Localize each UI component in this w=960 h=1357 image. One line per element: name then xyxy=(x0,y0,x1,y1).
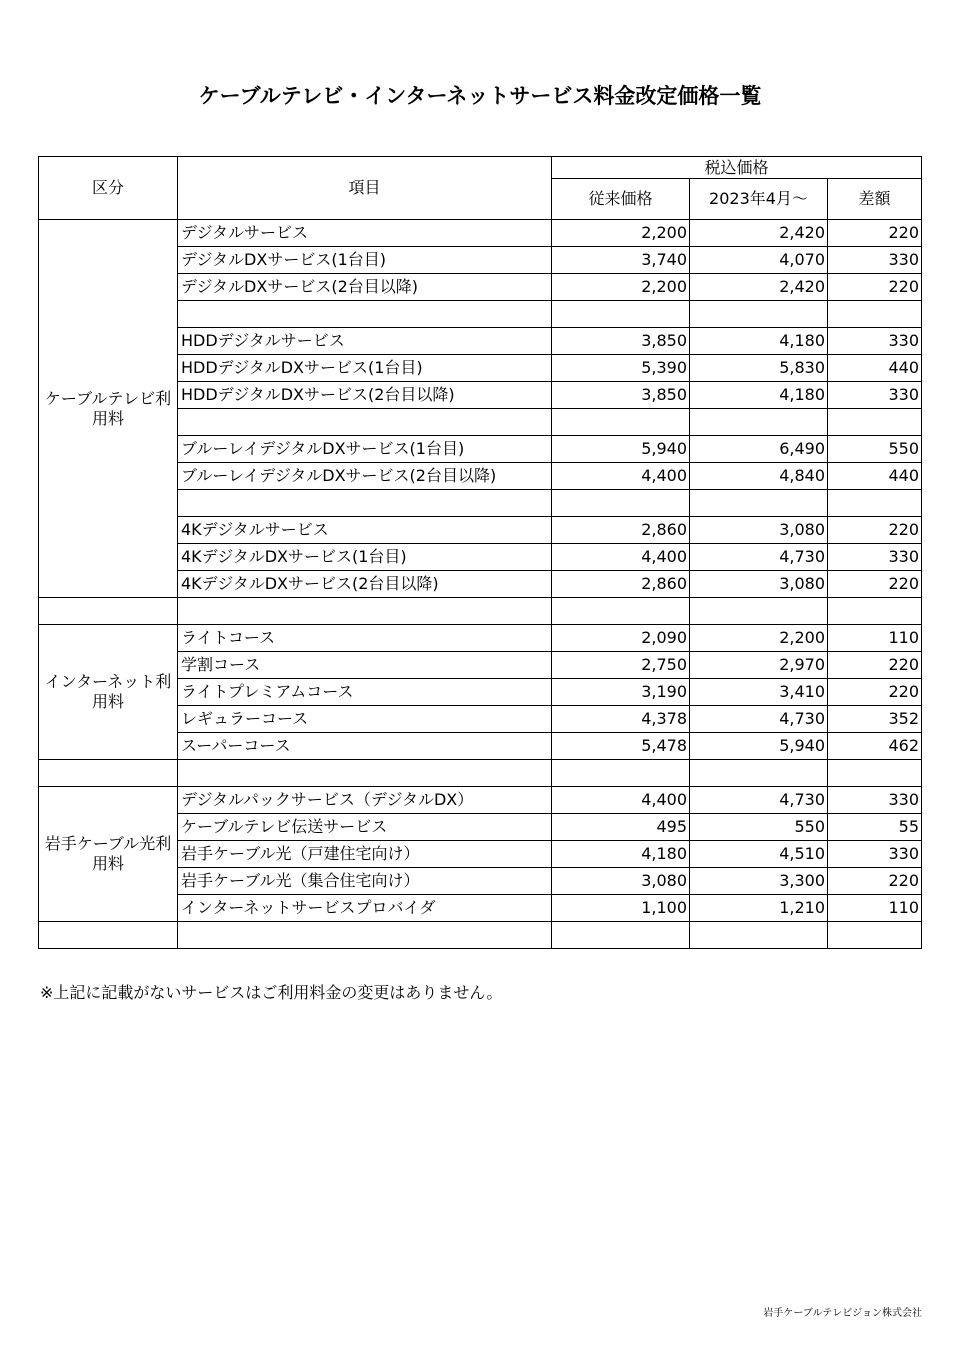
empty-cell xyxy=(178,922,552,949)
price-difference: 352 xyxy=(828,706,922,733)
item-name xyxy=(178,301,552,328)
old-price: 2,860 xyxy=(552,571,690,598)
item-name: HDDデジタルDXサービス(1台目) xyxy=(178,355,552,382)
price-difference: 462 xyxy=(828,733,922,760)
empty-cell xyxy=(39,760,178,787)
price-difference: 110 xyxy=(828,625,922,652)
table-row xyxy=(39,625,922,652)
new-price xyxy=(690,301,828,328)
header-new-price: 2023年4月～ xyxy=(690,179,828,220)
price-difference: 330 xyxy=(828,328,922,355)
header-item: 項目 xyxy=(178,157,552,220)
old-price: 5,940 xyxy=(552,436,690,463)
empty-cell xyxy=(828,598,922,625)
old-price: 4,180 xyxy=(552,841,690,868)
item-name: 学割コース xyxy=(178,652,552,679)
old-price: 3,080 xyxy=(552,868,690,895)
old-price: 4,400 xyxy=(552,463,690,490)
old-price: 2,200 xyxy=(552,220,690,247)
new-price: 3,080 xyxy=(690,571,828,598)
old-price xyxy=(552,409,690,436)
item-name xyxy=(178,490,552,517)
empty-cell xyxy=(828,760,922,787)
old-price: 2,200 xyxy=(552,274,690,301)
empty-cell xyxy=(39,598,178,625)
item-name: レギュラーコース xyxy=(178,706,552,733)
new-price: 550 xyxy=(690,814,828,841)
item-name: ブルーレイデジタルDXサービス(1台目) xyxy=(178,436,552,463)
old-price: 2,750 xyxy=(552,652,690,679)
item-name: HDDデジタルサービス xyxy=(178,328,552,355)
new-price: 4,840 xyxy=(690,463,828,490)
old-price xyxy=(552,490,690,517)
old-price: 1,100 xyxy=(552,895,690,922)
item-name: インターネットサービスプロバイダ xyxy=(178,895,552,922)
item-name: 4Kデジタルサービス xyxy=(178,517,552,544)
spacer-row xyxy=(39,598,922,625)
table-row xyxy=(39,787,922,814)
header-tax-included: 税込価格 xyxy=(552,157,922,179)
new-price: 4,730 xyxy=(690,544,828,571)
note-text: ※上記に記載がないサービスはご利用料金の変更はありません。 xyxy=(40,983,503,1002)
empty-cell xyxy=(39,922,178,949)
old-price: 5,390 xyxy=(552,355,690,382)
old-price xyxy=(552,301,690,328)
empty-cell xyxy=(552,922,690,949)
empty-cell xyxy=(552,760,690,787)
price-difference: 220 xyxy=(828,571,922,598)
item-name: デジタルサービス xyxy=(178,220,552,247)
old-price: 495 xyxy=(552,814,690,841)
price-difference: 330 xyxy=(828,841,922,868)
table-row xyxy=(39,220,922,247)
price-difference: 330 xyxy=(828,247,922,274)
price-difference: 330 xyxy=(828,382,922,409)
new-price: 5,940 xyxy=(690,733,828,760)
new-price: 6,490 xyxy=(690,436,828,463)
item-name: ケーブルテレビ伝送サービス xyxy=(178,814,552,841)
new-price: 4,070 xyxy=(690,247,828,274)
category-cell: 岩手ケーブル光利用料 xyxy=(39,787,178,922)
page-title: ケーブルテレビ・インターネットサービス料金改定価格一覧 xyxy=(198,84,762,108)
item-name: 4KデジタルDXサービス(2台目以降) xyxy=(178,571,552,598)
old-price: 4,400 xyxy=(552,544,690,571)
new-price: 3,080 xyxy=(690,517,828,544)
price-difference: 440 xyxy=(828,355,922,382)
old-price: 3,190 xyxy=(552,679,690,706)
empty-cell xyxy=(690,922,828,949)
item-name: ライトコース xyxy=(178,625,552,652)
empty-cell xyxy=(552,598,690,625)
new-price: 4,180 xyxy=(690,382,828,409)
price-difference: 55 xyxy=(828,814,922,841)
item-name: ライトプレミアムコース xyxy=(178,679,552,706)
item-name: HDDデジタルDXサービス(2台目以降) xyxy=(178,382,552,409)
company-name: 岩手ケーブルテレビジョン株式会社 xyxy=(763,1308,922,1319)
new-price: 1,210 xyxy=(690,895,828,922)
header-old-price: 従来価格 xyxy=(552,179,690,220)
price-difference: 220 xyxy=(828,274,922,301)
new-price: 2,200 xyxy=(690,625,828,652)
price-table xyxy=(38,156,922,949)
empty-cell xyxy=(690,598,828,625)
item-name: デジタルDXサービス(1台目) xyxy=(178,247,552,274)
old-price: 3,850 xyxy=(552,382,690,409)
old-price: 4,400 xyxy=(552,787,690,814)
header-difference: 差額 xyxy=(828,179,922,220)
item-name: 岩手ケーブル光（集合住宅向け） xyxy=(178,868,552,895)
old-price: 3,850 xyxy=(552,328,690,355)
new-price: 4,730 xyxy=(690,706,828,733)
item-name xyxy=(178,409,552,436)
price-difference: 220 xyxy=(828,220,922,247)
header-category: 区分 xyxy=(39,157,178,220)
price-difference: 330 xyxy=(828,544,922,571)
new-price: 4,730 xyxy=(690,787,828,814)
item-name: デジタルパックサービス（デジタルDX） xyxy=(178,787,552,814)
new-price: 3,410 xyxy=(690,679,828,706)
new-price xyxy=(690,490,828,517)
category-cell: ケーブルテレビ利用料 xyxy=(39,220,178,598)
price-difference xyxy=(828,409,922,436)
new-price: 3,300 xyxy=(690,868,828,895)
old-price: 4,378 xyxy=(552,706,690,733)
new-price: 2,420 xyxy=(690,220,828,247)
item-name: 4KデジタルDXサービス(1台目) xyxy=(178,544,552,571)
price-difference: 550 xyxy=(828,436,922,463)
new-price: 4,180 xyxy=(690,328,828,355)
item-name: デジタルDXサービス(2台目以降) xyxy=(178,274,552,301)
old-price: 5,478 xyxy=(552,733,690,760)
spacer-row xyxy=(39,922,922,949)
price-difference: 440 xyxy=(828,463,922,490)
item-name: ブルーレイデジタルDXサービス(2台目以降) xyxy=(178,463,552,490)
old-price: 2,860 xyxy=(552,517,690,544)
empty-cell xyxy=(178,760,552,787)
price-difference: 220 xyxy=(828,679,922,706)
new-price: 2,420 xyxy=(690,274,828,301)
item-name: 岩手ケーブル光（戸建住宅向け） xyxy=(178,841,552,868)
new-price: 5,830 xyxy=(690,355,828,382)
price-difference: 220 xyxy=(828,868,922,895)
empty-cell xyxy=(690,760,828,787)
new-price: 4,510 xyxy=(690,841,828,868)
old-price: 2,090 xyxy=(552,625,690,652)
empty-cell xyxy=(178,598,552,625)
price-difference xyxy=(828,490,922,517)
price-difference xyxy=(828,301,922,328)
new-price: 2,970 xyxy=(690,652,828,679)
item-name: スーパーコース xyxy=(178,733,552,760)
category-cell: インターネット利用料 xyxy=(39,625,178,760)
new-price xyxy=(690,409,828,436)
price-table-body xyxy=(39,220,922,949)
price-difference: 110 xyxy=(828,895,922,922)
price-difference: 220 xyxy=(828,517,922,544)
spacer-row xyxy=(39,760,922,787)
old-price: 3,740 xyxy=(552,247,690,274)
price-difference: 220 xyxy=(828,652,922,679)
price-difference: 330 xyxy=(828,787,922,814)
empty-cell xyxy=(828,922,922,949)
